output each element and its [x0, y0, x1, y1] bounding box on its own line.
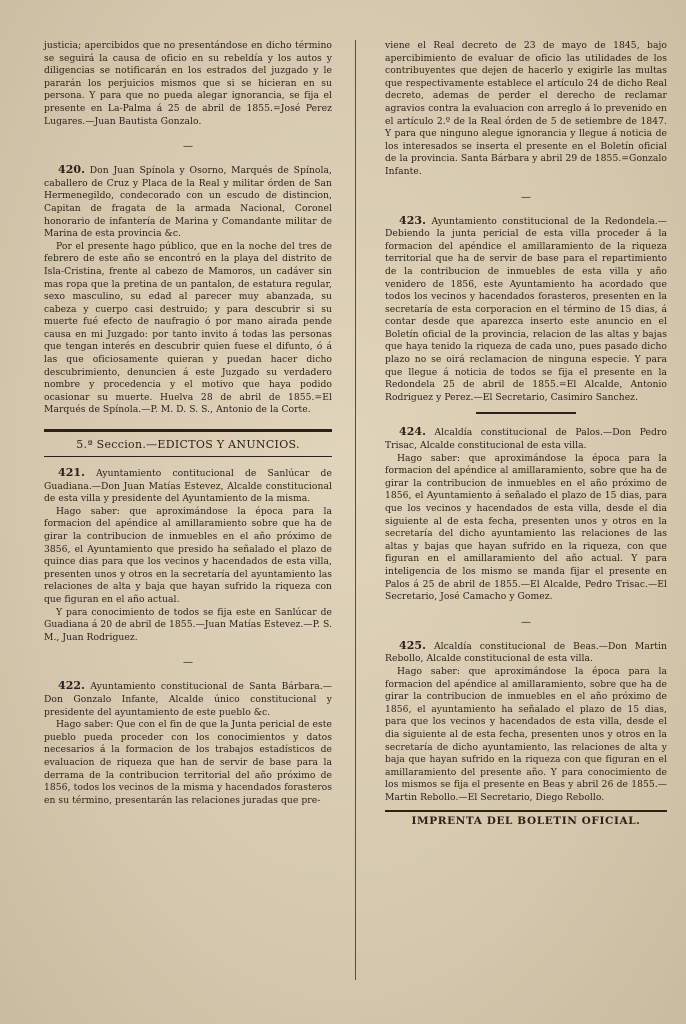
edict-424-heading [385, 426, 667, 452]
edict-423-text [385, 215, 667, 405]
edict-424-body: Hago saber: que aproximándose la época para la formacion del apéndice al amillaramiento, sobre que ha de girar la contribucion de inmuebles en el año próximo de 1856, el Ayuntamiento á señalado el plazo de 15 dias, para que los vecinos y hacendados de esta villa, desde el dia siguiente al de esta fecha, presenten unos y otros en la secretaría del dicho ayuntamiento las relaciones de las altas y bajas que hayan sufrido en la riqueza, con que figuran en el amillaramiento del año actual. Y para inteligencia de los mismo se manda fijar el presente en Palos á 25 de abril de 1855.—El Alcalde, Pedro Trisac.—El Secretario, José Camacho y Gomez. [385, 452, 667, 603]
edict-number: 424. [399, 425, 426, 439]
edict-number: 422. [58, 679, 85, 693]
separator: — [521, 191, 531, 203]
edict-422 [44, 680, 332, 807]
edict-421-closing: Y para conocimiento de todos se fija este en Sanlúcar de Guadiana á 20 de abril de 1855.—Juan Matías Estevez.—P. S. M., Juan Rodriguez. [44, 606, 332, 643]
right-column [385, 40, 667, 827]
separator: — [521, 616, 531, 628]
short-rule [476, 412, 576, 414]
edict-422-body: Hago saber: Que con el fin de que la Junta pericial de este pueblo pueda proceder con los conocimientos y datos necesarios á la formacion de los trabajos estadísticos de evaluacion de riqueza que han de servir de base para la derrama de la contribucion territorial del año próximo de 1856, todos los vecinos de la misma y hacendados forasteros en su término, presentarán las relaciones juradas que pre- [44, 719, 332, 806]
edict-425-heading [385, 640, 667, 666]
edict-424 [385, 426, 667, 603]
edict-420 [44, 164, 332, 417]
edict-text: Ayuntamiento constitucional de la Redondela.—Debiendo la junta pericial de esta villa proceder á la formacion del apéndice el amillaramiento de la riqueza territorial que ha de servir de base para el repartimiento de la contribucion de inmuebles de esta villa y año venidero de 1856, este Ayuntamiento ha acordado que todos los vecinos y hacendados forasteros, presenten en la secretaría de esta corporacion en el término de 15 dias, á contar desde que aparezca inserto este anuncio en el Boletín oficial de la provincia, relacion de las altas y bajas que haya tenido la riqueza de cada uno, pues pasado dicho plazo no se oirá reclamacion de ninguna especie. Y para que llegue á noticia de todos se fija el presente en la Redondela 25 de abril de 1855.=El Alcalde, Antonio Rodriguez y Perez.—El Secretario, Casimiro Sanchez. [385, 215, 667, 403]
edict-425 [385, 640, 667, 805]
edict-heading-text: Ayuntamiento contitucional de Sanlúcar de Guadiana.—Don Juan Matías Estevez, Alcalde constitucional de esta villa y presidente del Ayuntamiento de la misma. [44, 468, 332, 505]
section-title: 5.ª Seccion.—EDICTOS Y ANUNCIOS. [44, 429, 332, 457]
edict-421 [44, 467, 332, 644]
column-divider [355, 40, 356, 980]
left-column [44, 40, 332, 807]
separator: — [183, 657, 193, 669]
separator: — [183, 141, 193, 153]
imprint-line: IMPRENTA DEL BOLETIN OFICIAL. [385, 810, 667, 827]
edict-heading-text: Alcaldía constitucional de Palos.—Don Pedro Trisac, Alcalde constitucional de esta villa. [385, 427, 667, 452]
edict-number: 421. [58, 466, 85, 480]
edict-number: 420. [58, 163, 85, 177]
edict-425-body: Hago saber: que aproximándose la época para la formacion del apéndice al amillaramiento, sobre que ha de girar la contribucion de inmuebles en el año próximo de 1856, el ayuntamiento ha señalado el plazo de 15 dias, para que los vecinos y hacendados de esta villa, desde el dia siguiente al de esta fecha, presenten unos y otros en la secretaría de dicho ayuntamiento, las relaciones de alta y baja que hayan sufrido en la riqueza con que figuran en el amillaramiento del presente año. Y para conocimiento de los mismos se fija el presente en Beas y abril 26 de 1855.—Martin Rebollo.—El Secretario, Diego Rebollo. [385, 665, 667, 803]
edict-421-heading [44, 467, 332, 506]
edict-420-heading [44, 164, 332, 241]
edict-heading-text: Alcaldía constitucional de Beas.—Don Martin Rebollo, Alcalde constitucional de esta villa. [385, 640, 667, 665]
edict-heading-text: Don Juan Spínola y Osorno, Marqués de Spínola, caballero de Cruz y Placa de la Real y militar órden de San Hermenegildo, condecorado con un escudo de distincion, Capitan de fragata de la armada Nacional, Coronel honorario de infantería de Marina y Comandante militar de Marina de esta provincia &c. [44, 165, 332, 240]
edict-420-body: Por el presente hago público, que en la noche del tres de febrero de este año se encontró en la playa del distrito de Isla-Cristina, frente al cabezo de Mamoros, un cadáver sin mas ropa que la pretina de un pantalon, de estatura regular, sexo masculino, su edad al parecer muy abanzada, su cabeza y cuerpo casi destruido; y para descubrir si su muerte fué efecto de naufragio ó por mano airada pende causa en mi Juzgado: por tanto invito á todas las personas que tengan interés en descubrir quien fuese el difunto, ó á las que oficiosamente quieran y puedan hacer dicho descubrimiento, denuncien á este Juzgado su verdadero nombre y procedencia y el motivo que haya podido ocasionar su muerte. Huelva 28 de abril de 1855.=El Marqués de Spínola.—P. M. D. S. S., Antonio de la Corte. [44, 240, 332, 416]
intro-paragraph: justicia; apercibidos que no presentándose en dicho término se seguirá la causa de oficio en su rebeldía y los autos y diligencias se notificarán en los estrados del juzgado y le pararán los perjuicios mismos que si se hicieran en su persona. Y para que no pueda alegar ignorancia, se fija el presente en La-Palma á 25 de abril de 1855.=José Perez Lugares.—Juan Bautista Gonzalo. [44, 40, 332, 127]
continuation-paragraph: viene el Real decreto de 23 de mayo de 1845, bajo apercibimiento de evaluar de oficio las utilidades de los contribuyentes que dejen de hacerlo y exigirle las multas que respectivamente establece el artículo 24 de dicho Real decreto, ademas de perder el derecho de reclamar agravios contra la evaluacion con arreglo á lo prevenido en el artículo 2.º de la Real órden de 5 de setiembre de 1847. Y para que ninguno alegue ignorancia y llegue á noticia de los interesados se inserta el presente en el Boletín oficial de la provincia. Santa Bárbara y abril 29 de 1855.=Gonzalo Infante. [385, 40, 667, 177]
edict-422-heading [44, 680, 332, 719]
edict-heading-text: Ayuntamiento constitucional de Santa Bárbara.—Don Gonzalo Infante, Alcalde único constitucional y presidente del ayuntamiento de este pueblo &c. [44, 681, 332, 718]
edict-423 [385, 215, 667, 405]
edict-number: 425. [399, 638, 426, 652]
edict-number: 423. [399, 213, 426, 227]
edict-421-body: Hago saber: que aproximándose la época para la formacion del apéndice al amillaramiento sobre que ha de girar la contribucion de inmuebles en el año próximo de 3856, el Ayuntamiento que presido ha señalado el plazo de quince dias para que los vecinos y hacendados de esta villa, presenten unos y otros en la secretaría del ayuntamiento las relaciones de alta y baja que hayan sufrido la riqueza con que figuran en el año actual. [44, 505, 332, 605]
